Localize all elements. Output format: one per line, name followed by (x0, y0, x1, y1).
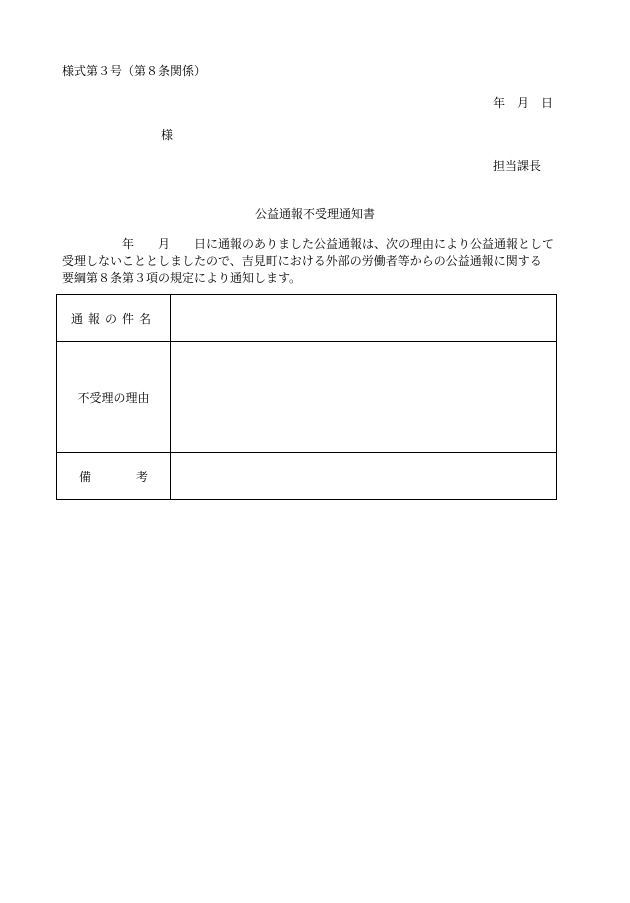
body-line: 受理しないこととしましたので、吉見町における外部の労働者等からの公益通報に関する (62, 254, 542, 268)
remarks-label (57, 468, 170, 485)
remarks-label-right: 考 (135, 469, 148, 484)
body-line: 要綱第８条第３項の規定により通知します。 (62, 271, 302, 285)
body-line: 年 月 日に通報のありました公益通報は、次の理由により公益通報として (122, 237, 555, 251)
remarks-label-cell (57, 453, 171, 500)
table-row (57, 342, 557, 453)
table-row (57, 295, 557, 342)
issuer-title: 担当課長 (493, 159, 542, 173)
notice-table (56, 294, 557, 500)
document-title: 公益通報不受理通知書 (254, 207, 375, 221)
addressee-suffix: 様 (161, 128, 174, 142)
remarks-label-left: 備 (79, 469, 92, 484)
remarks-value-cell[interactable] (171, 453, 557, 500)
subject-value-cell[interactable] (171, 295, 557, 342)
form-number: 様式第３号（第８条関係） (62, 64, 207, 78)
table-row (57, 453, 557, 500)
subject-label: 通報の件名 (70, 311, 156, 326)
reason-label-cell (57, 342, 171, 453)
reason-value-cell[interactable] (171, 342, 557, 453)
subject-label-cell (57, 295, 171, 342)
date-line: 年 月 日 (493, 96, 554, 110)
reason-label: 不受理の理由 (77, 390, 150, 405)
